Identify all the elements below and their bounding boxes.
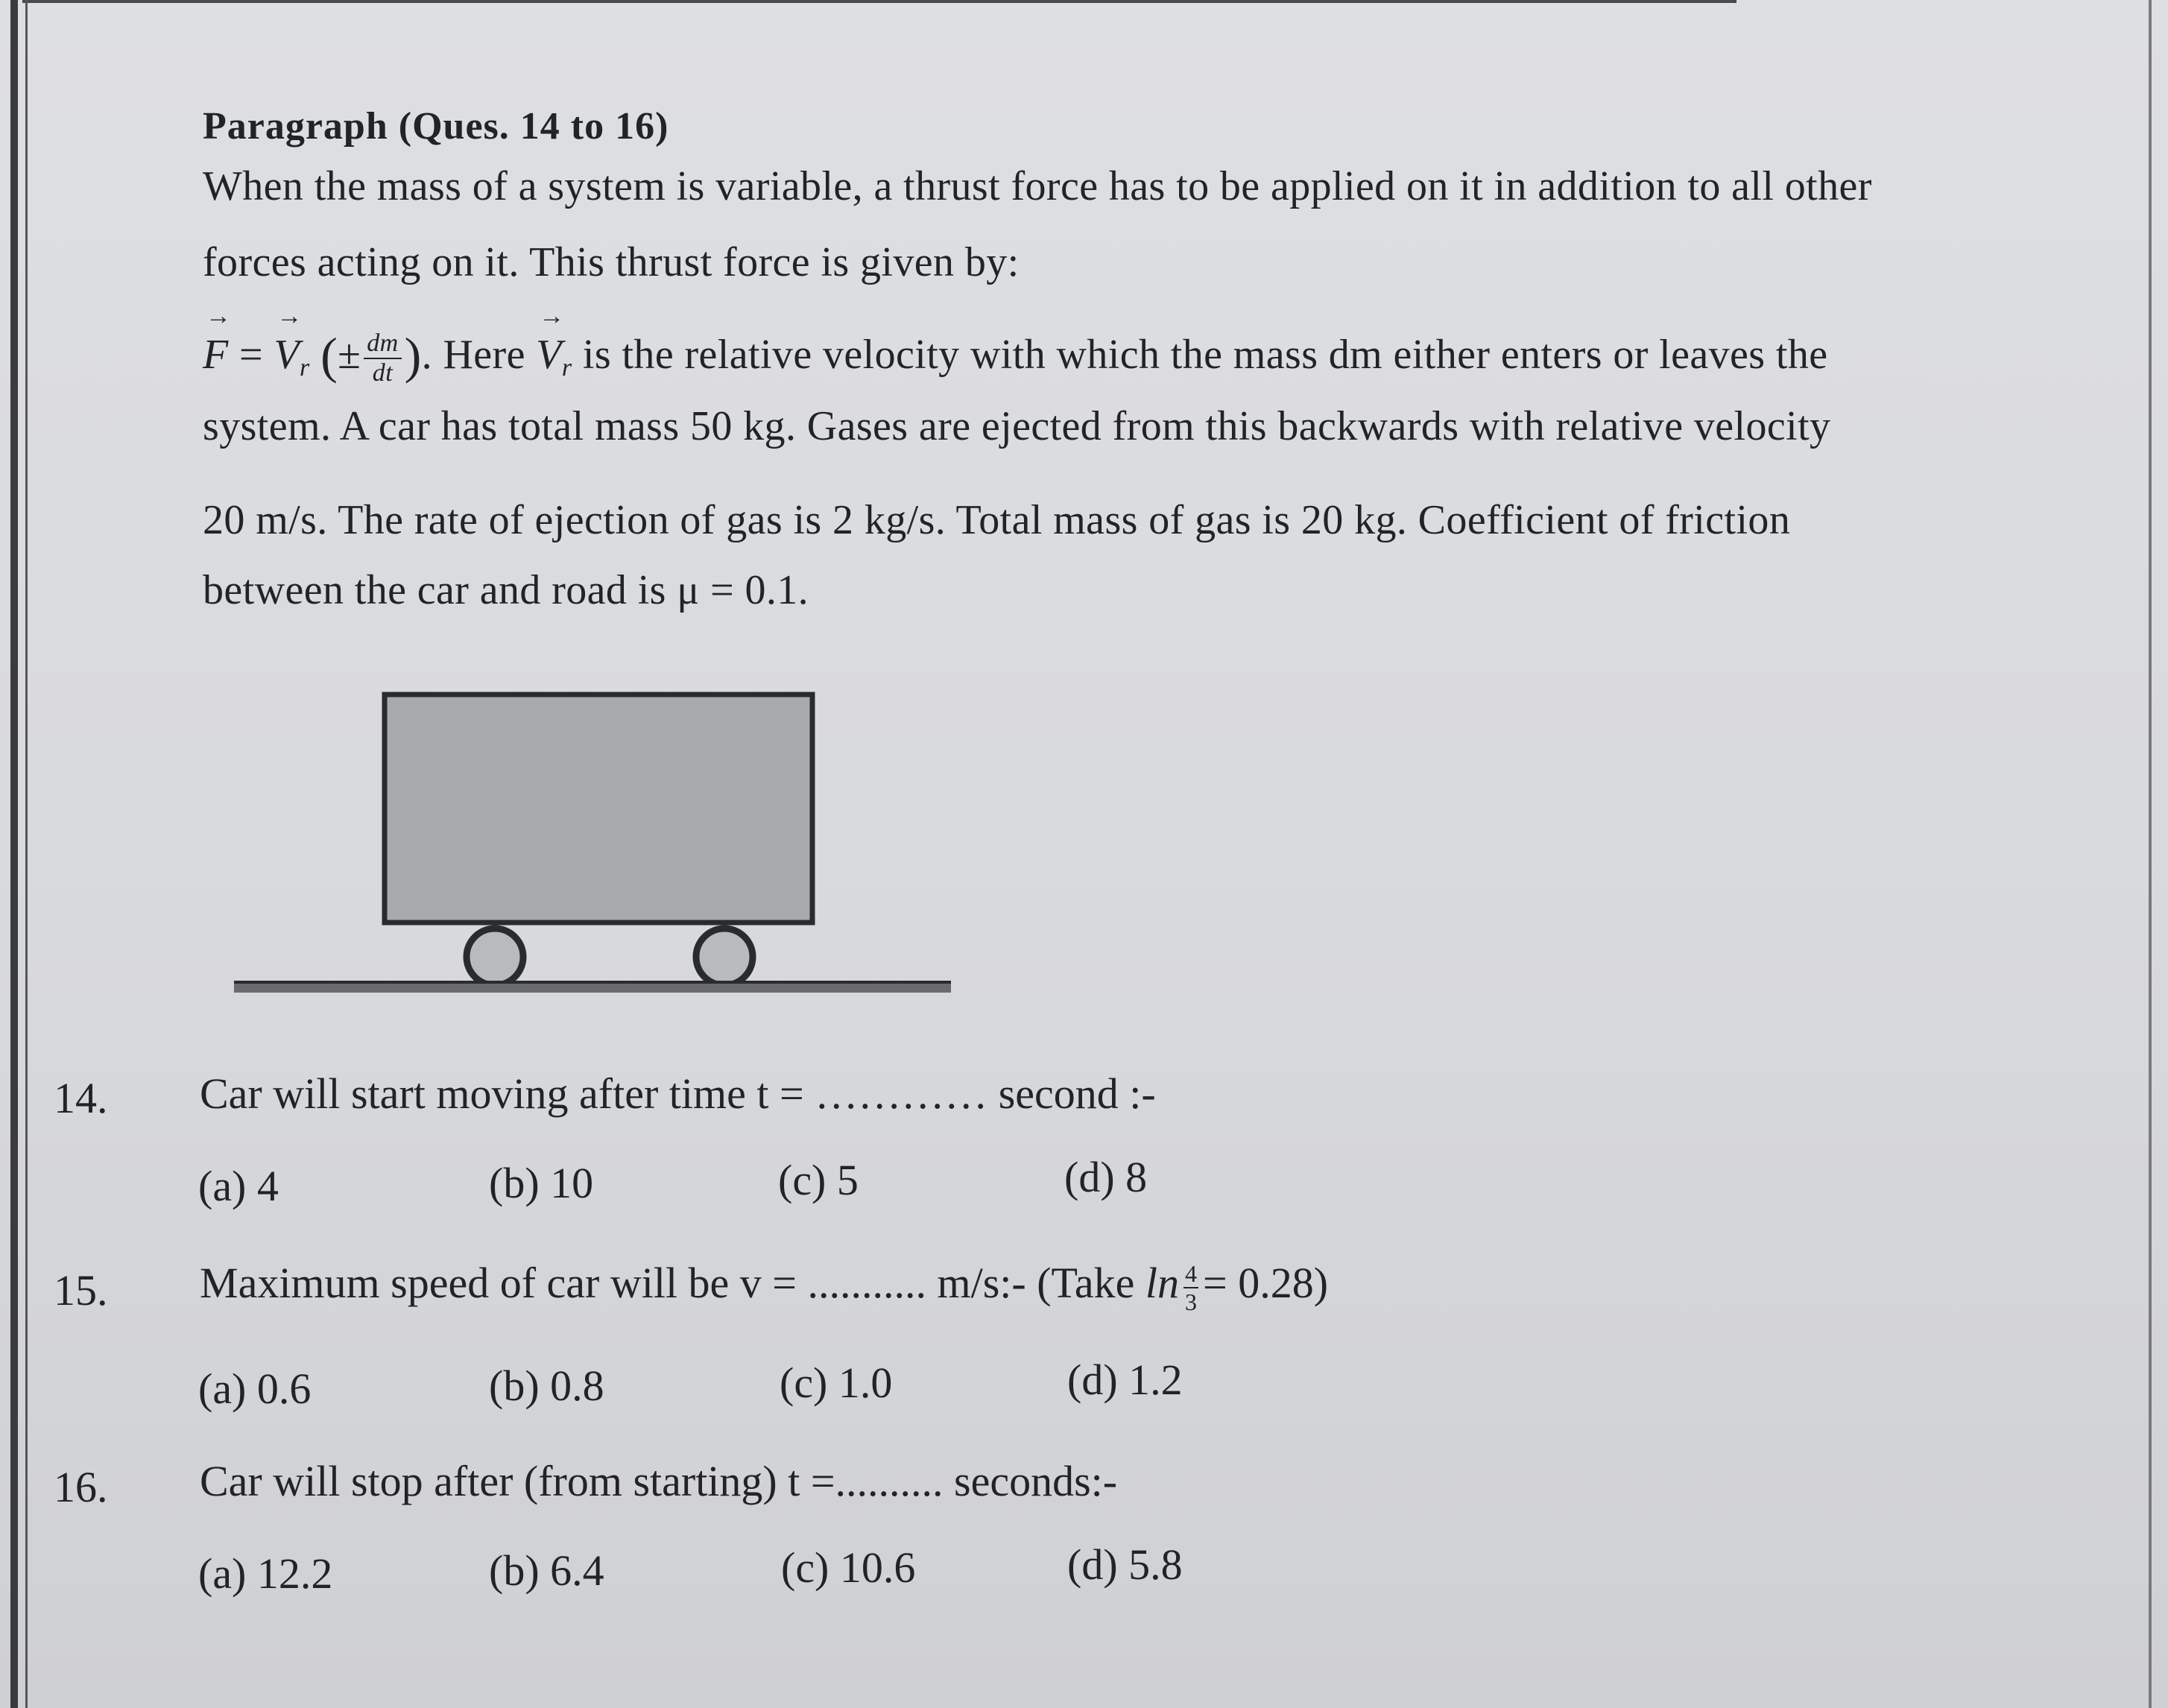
page-right-edge	[2149, 0, 2152, 1708]
paragraph-line-3-rest: is the relative velocity with which the mass dm either enters or leaves the	[572, 332, 1828, 378]
question-15-option-a: (a) 0.6	[198, 1364, 312, 1413]
car-wheel-left	[467, 929, 523, 985]
question-14-text: Car will start moving after time t = ………… second :-	[200, 1069, 1156, 1118]
paragraph-line-3	[203, 326, 1828, 388]
dm-dt-fraction	[364, 329, 401, 388]
question-15-text	[200, 1258, 1328, 1315]
equals-sign: =	[228, 332, 274, 378]
paragraph-line-1: When the mass of a system is variable, a thrust force has to be applied on it in addition to all other	[203, 163, 1872, 209]
relative-velocity-symbol: → V	[274, 331, 300, 379]
question-16-option-a: (a) 12.2	[198, 1549, 333, 1598]
page-left-border	[10, 0, 18, 1708]
question-14-option-b: (b) 10	[489, 1159, 594, 1207]
four-thirds-numerator: 4	[1185, 1259, 1198, 1287]
question-14-number: 14.	[54, 1074, 108, 1122]
question-14-option-d: (d) 8	[1064, 1153, 1148, 1201]
question-15-text-main: Maximum speed of car will be v = ........... m/s:- (Take	[200, 1259, 1145, 1307]
fraction-numerator: dm	[364, 329, 401, 359]
paragraph-line-2: forces acting on it. This thrust force is given by:	[203, 239, 1020, 285]
car-wheel-right	[696, 929, 753, 985]
question-15-text-end: = 0.28)	[1203, 1259, 1329, 1307]
here-text: . Here	[421, 332, 537, 378]
question-15-number: 15.	[54, 1266, 108, 1315]
road-surface	[234, 982, 951, 993]
four-thirds-fraction	[1183, 1260, 1198, 1315]
page-left-border-inner	[25, 0, 28, 1708]
question-15-option-d: (d) 1.2	[1067, 1356, 1183, 1404]
four-thirds-denominator: 3	[1185, 1288, 1198, 1315]
question-14-option-a: (a) 4	[198, 1162, 279, 1210]
paragraph-title: Paragraph (Ques. 14 to 16)	[203, 105, 669, 148]
car-diagram	[231, 686, 961, 1013]
paragraph-line-5: 20 m/s. The rate of ejection of gas is 2 kg/s. Total mass of gas is 20 kg. Coefficient of friction	[203, 497, 1791, 543]
relative-velocity-subscript: r	[300, 354, 310, 382]
page-top-border	[22, 0, 1736, 3]
question-16-text: Car will stop after (from starting) t =.......... seconds:-	[200, 1457, 1118, 1505]
question-16-number: 16.	[54, 1463, 108, 1511]
car-body	[385, 695, 812, 923]
plus-minus: ±	[338, 332, 361, 378]
fraction-denominator: dt	[372, 359, 394, 388]
relative-velocity-subscript-2: r	[561, 354, 572, 382]
open-paren: (	[320, 327, 338, 384]
thrust-force-symbol: → F	[203, 331, 229, 379]
paragraph-line-4: system. A car has total mass 50 kg. Gases are ejected from this backwards with relative velocity	[203, 403, 1831, 449]
question-15-option-c: (c) 1.0	[780, 1359, 893, 1407]
question-15-option-b: (b) 0.8	[489, 1361, 604, 1410]
natural-log-symbol: ln	[1145, 1259, 1180, 1307]
question-14-option-c: (c) 5	[778, 1156, 859, 1204]
close-paren: )	[404, 327, 422, 384]
question-16-option-c: (c) 10.6	[781, 1543, 916, 1592]
question-16-option-b: (b) 6.4	[489, 1546, 604, 1595]
question-16-option-d: (d) 5.8	[1067, 1540, 1183, 1589]
paragraph-line-6: between the car and road is μ = 0.1.	[203, 567, 809, 613]
relative-velocity-symbol-2: → V	[536, 331, 562, 379]
